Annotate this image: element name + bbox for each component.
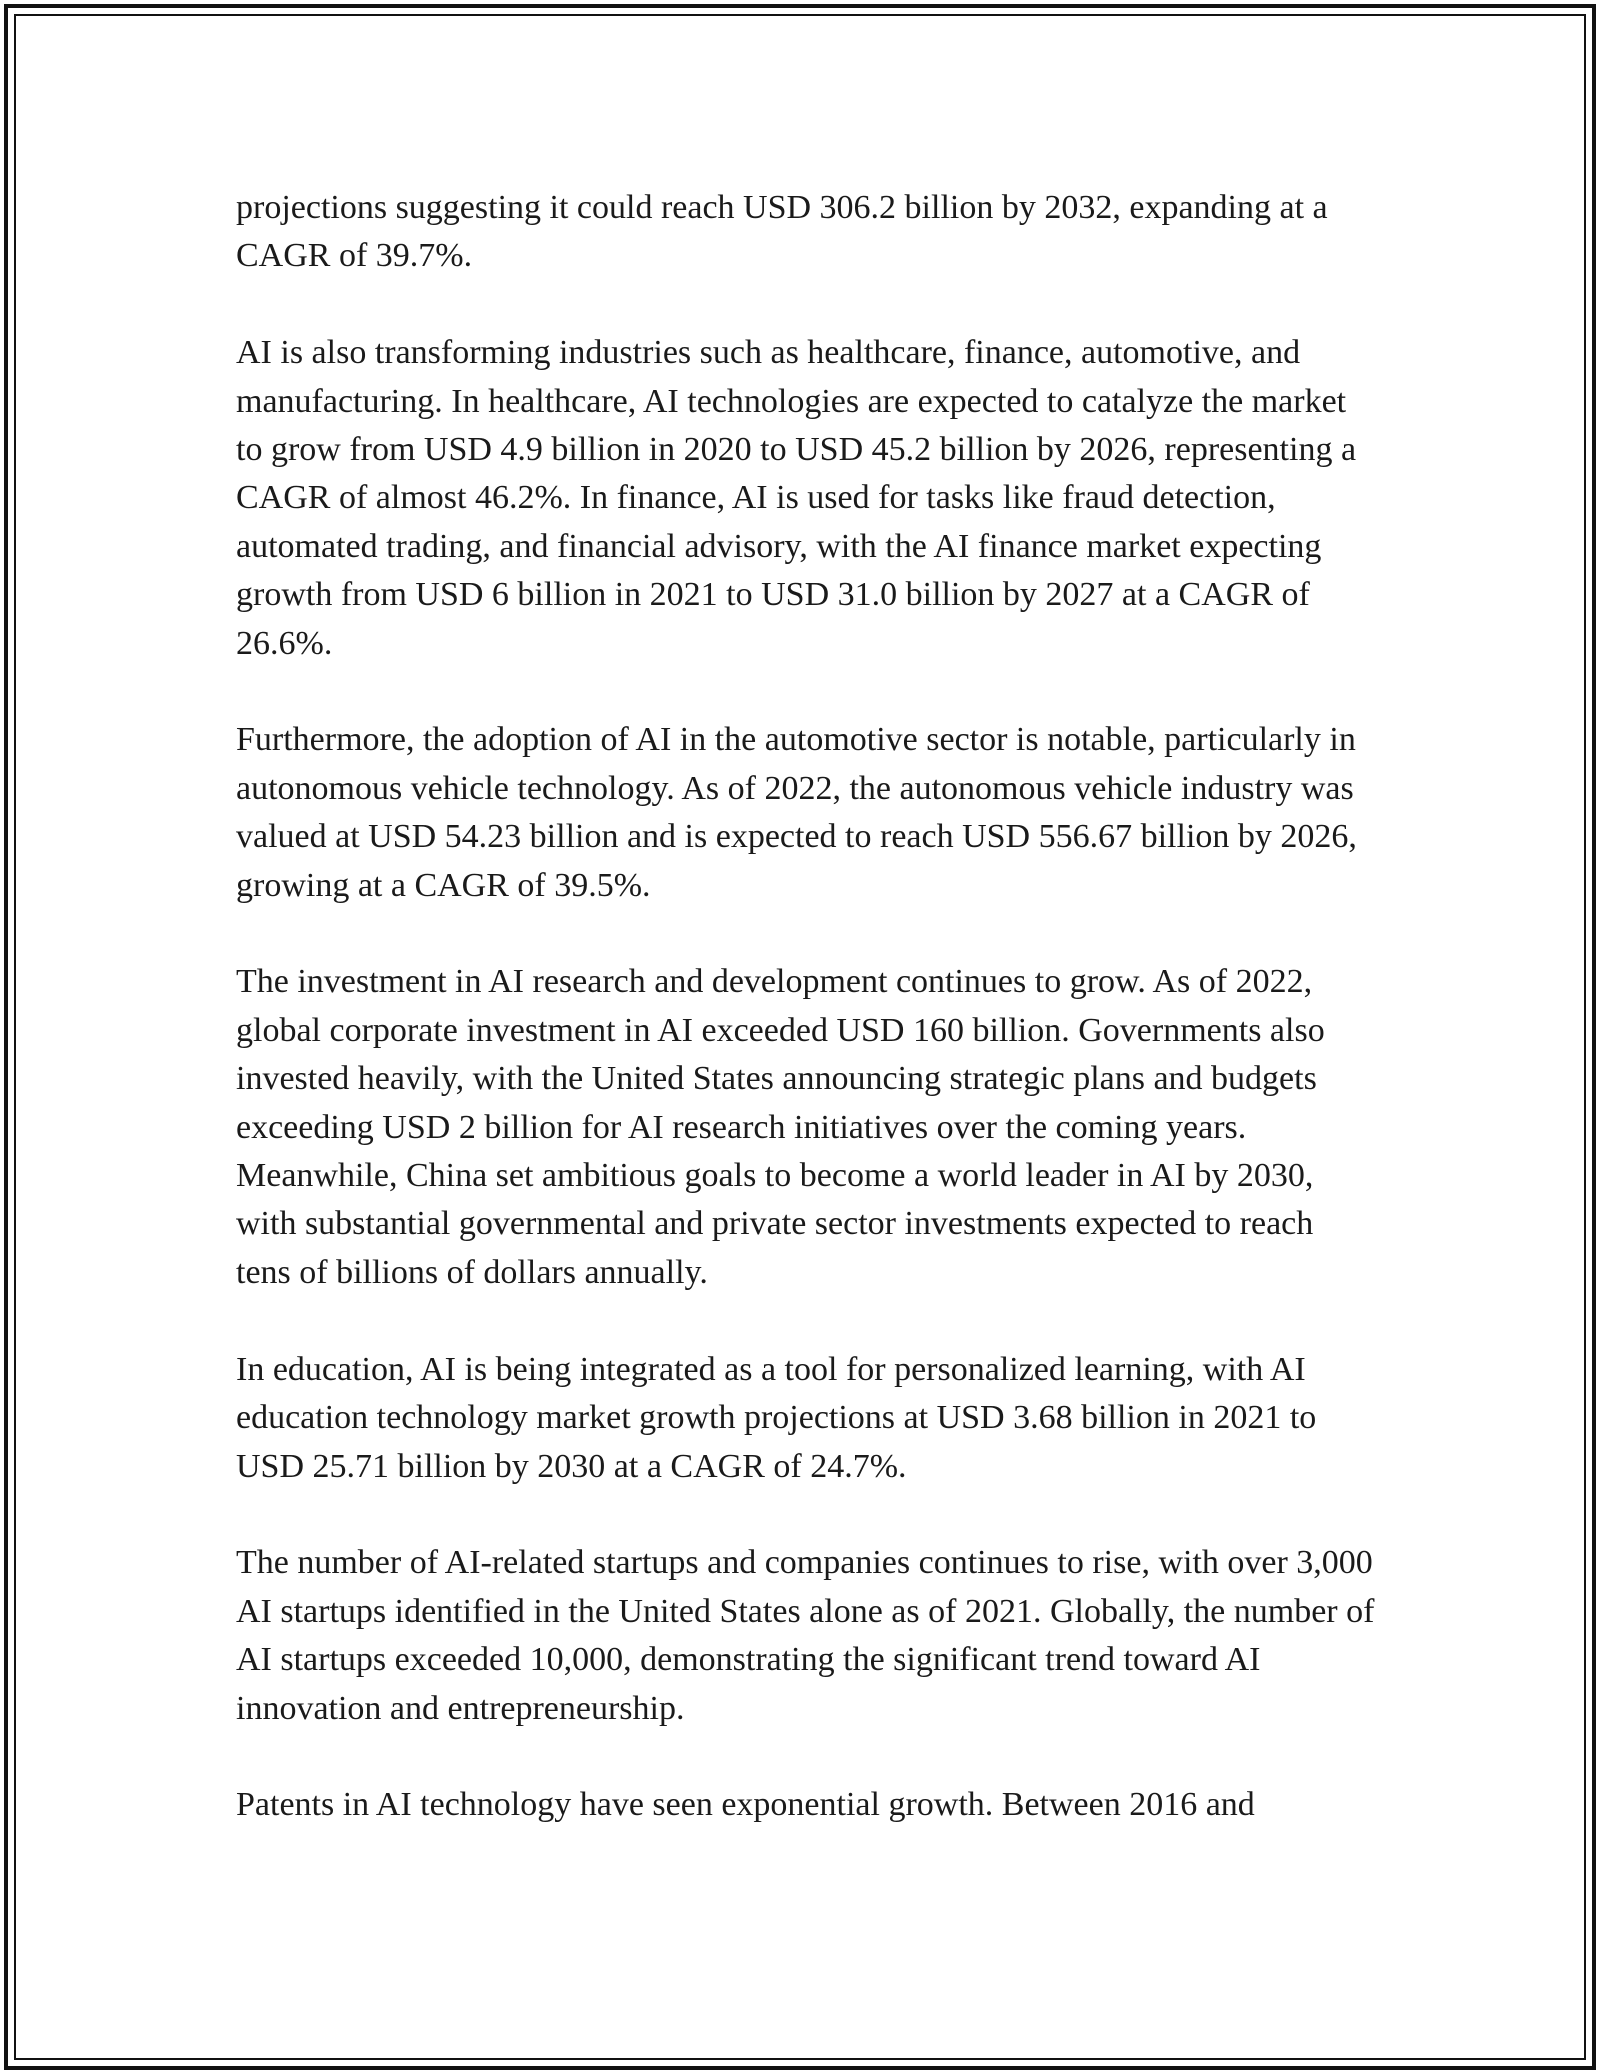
document-body — [236, 184, 1376, 1878]
paragraph-startups: The number of AI-related startups and companies continues to rise, with over 3,000 AI startups identified in the United States alone as of 2021. Globally, the number of AI startups exceeded 10,000, demonstrating the significant trend toward AI innovation and entrepreneurship. — [236, 1544, 1375, 1727]
paragraph-automotive: Furthermore, the adoption of AI in the automotive sector is notable, particularly in autonomous vehicle technology. As of 2022, the autonomous vehicle industry was valued at USD 54.23 billion and is expected to reach USD 556.67 billion by 2026, growing at a CAGR of 39.5%. — [236, 721, 1357, 904]
paragraph-investment: The investment in AI research and development continues to grow. As of 2022, global corporate investment in AI exceeded USD 160 billion. Governments also invested heavily, with the United States announcing strategic plans and budgets exceeding USD 2 billion for AI research initiatives over the coming years. Meanwhile, China set ambitious goals to become a world leader in AI by 2030, with substantial governmental and private sector investments expected to reach tens of billions of dollars annually. — [236, 963, 1325, 1291]
paragraph-education: In education, AI is being integrated as a tool for personalized learning, with AI education technology market growth projections at USD 3.68 billion in 2021 to USD 25.71 billion by 2030 at a CAGR of 24.7%. — [236, 1350, 1317, 1485]
paragraph-industry-transformation: AI is also transforming industries such as healthcare, finance, automotive, and manufacturing. In healthcare, AI technologies are expected to catalyze the market to grow from USD 4.9 billion in 2020 to USD 45.2 billion by 2026, representing a CAGR of almost 46.2%. In finance, AI is used for tasks like fraud detection, automated trading, and financial advisory, with the AI finance market expecting growth from USD 6 billion in 2021 to USD 31.0 billion by 2027 at a CAGR of 26.6%. — [236, 334, 1357, 662]
paragraph-market-projection: projections suggesting it could reach USD 306.2 billion by 2032, expanding at a CAGR of 39.7%. — [236, 189, 1328, 275]
paragraph-patents: Patents in AI technology have seen exponential growth. Between 2016 and — [236, 1786, 1255, 1824]
